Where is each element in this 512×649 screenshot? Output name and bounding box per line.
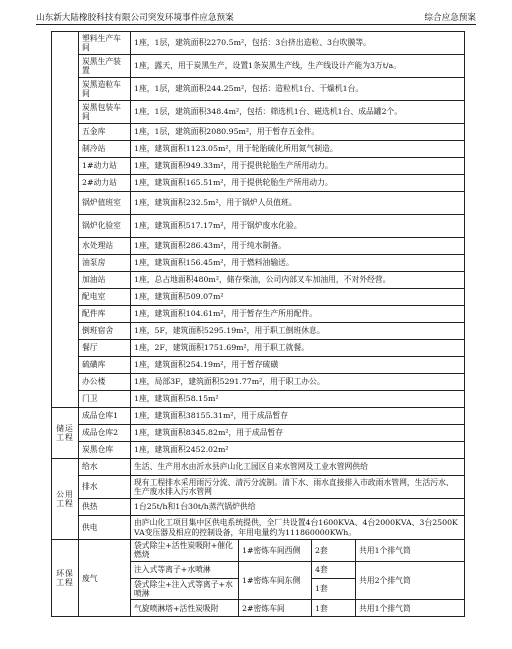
- table-row: [52, 215, 465, 238]
- item-desc-cell: 1座，建筑面积232.5m²，用于锅炉人员值班。: [131, 192, 465, 215]
- item-name-cell: 成品仓库2: [79, 425, 131, 442]
- item-name-cell: 2#动力站: [79, 175, 131, 192]
- env-outlet-cell: 共用2个排气筒: [356, 561, 465, 600]
- item-desc-cell: 1座，建筑面积8345.82m²，用于成品暂存: [131, 425, 465, 442]
- env-measure-cell: 气旋喷淋塔+活性炭吸附: [131, 600, 239, 617]
- item-name-cell: 塑料生产车间: [79, 32, 131, 55]
- item-desc-cell: 由庐山化工项目集中区供电系统提供，全厂共设置4台1600KVA、4台2000KVA、3台2500KVA变压器及相应的控制设备，年用电量约为111860000KWh。: [131, 516, 465, 540]
- item-name-cell: 炭黑生产装置: [79, 55, 131, 78]
- category-cell: [52, 32, 79, 408]
- item-name-cell: 给水: [79, 459, 131, 476]
- table-row: [52, 272, 465, 289]
- item-name-cell: 办公楼: [79, 374, 131, 391]
- env-location-cell: 1#密炼车间东侧: [239, 561, 312, 600]
- env-item-cell: 废气: [79, 540, 131, 617]
- engineering-composition-table: [51, 31, 465, 617]
- header-rule: [36, 24, 476, 25]
- table-row: [52, 78, 465, 101]
- item-desc-cell: 1台25t/h和1台30t/h蒸汽锅炉供给: [131, 499, 465, 516]
- category-cell: 储运工程: [52, 408, 79, 459]
- table-row: [52, 357, 465, 374]
- env-measure-cell: 袋式除尘+活性炭吸附+催化燃烧: [131, 540, 239, 562]
- table-row: [52, 101, 465, 124]
- table-row: [52, 32, 465, 55]
- item-name-cell: 倒班宿舍: [79, 323, 131, 340]
- item-name-cell: 制冷站: [79, 141, 131, 158]
- table-row: [52, 476, 465, 499]
- item-desc-cell: 1座，建筑面积286.43m²，用于纯水制备。: [131, 238, 465, 255]
- item-name-cell: 油泵房: [79, 255, 131, 272]
- item-name-cell: 配件库: [79, 306, 131, 323]
- item-name-cell: 配电室: [79, 289, 131, 306]
- item-desc-cell: 1座，建筑面积1123.05m²，用于轮胎硫化所用氮气制造。: [131, 141, 465, 158]
- table-row: [52, 459, 465, 476]
- item-name-cell: 五金库: [79, 124, 131, 141]
- header-section-title: 综合应急预案: [424, 13, 476, 23]
- item-desc-cell: 1座，建筑面积156.45m²，用于燃料油输送。: [131, 255, 465, 272]
- item-desc-cell: 1座，5F，建筑面积5295.19m²，用于职工倒班休息。: [131, 323, 465, 340]
- item-desc-cell: 1座，建筑面积104.61m²，用于暂存生产所用配件。: [131, 306, 465, 323]
- env-location-cell: 2#密炼车间: [239, 600, 312, 617]
- table-row: [52, 124, 465, 141]
- item-name-cell: 水处理站: [79, 238, 131, 255]
- item-name-cell: 门卫: [79, 391, 131, 408]
- item-desc-cell: 1座，建筑面积58.15m²: [131, 391, 465, 408]
- table-row: [52, 158, 465, 175]
- item-desc-cell: 1座，2F，建筑面积1751.69m²，用于职工就餐。: [131, 340, 465, 357]
- table-row: [52, 141, 465, 158]
- item-desc-cell: 1座，局部3F，建筑面积5291.77m²，用于职工办公。: [131, 374, 465, 391]
- table-row: [52, 499, 465, 516]
- item-name-cell: 排水: [79, 476, 131, 499]
- table-row: [52, 408, 465, 425]
- env-location-cell: 1#密炼车间西侧: [239, 540, 312, 562]
- item-desc-cell: 现有工程排水采用雨污分流、清污分流制。清下水、雨水直接排入市政雨水管网，生活污水、生产废水排入污水管网: [131, 476, 465, 499]
- env-measure-cell: 注入式等离子+水喷淋: [131, 561, 239, 578]
- item-name-cell: 供热: [79, 499, 131, 516]
- header-company-title: 山东新大陆橡胶科技有限公司突发环境事件应急预案: [36, 13, 234, 23]
- category-cell: 公用工程: [52, 459, 79, 540]
- table-row: [52, 323, 465, 340]
- item-desc-cell: 1座，露天，用于炭黑生产，设置1条炭黑生产线，生产线设计产能为3万t/a。: [131, 55, 465, 78]
- env-outlet-cell: 共用1个排气筒: [356, 600, 465, 617]
- item-desc-cell: 1座，建筑面积165.51m²，用于提供轮胎生产所用动力。: [131, 175, 465, 192]
- item-desc-cell: 1座，建筑面积2452.02m²: [131, 442, 465, 459]
- item-name-cell: 餐厅: [79, 340, 131, 357]
- table-row: [52, 55, 465, 78]
- item-desc-cell: 1座，1层，建筑面积2270.5m²，包括：3台挤出造粒、3台吹膜等。: [131, 32, 465, 55]
- table-row: [52, 238, 465, 255]
- item-name-cell: 硫磺库: [79, 357, 131, 374]
- page-header: [36, 9, 476, 23]
- table-row: [52, 340, 465, 357]
- item-name-cell: 加油站: [79, 272, 131, 289]
- env-count-cell: 2套: [312, 540, 356, 562]
- table-row: [52, 255, 465, 272]
- category-cell: 环保工程: [52, 540, 79, 617]
- item-desc-cell: 1座，建筑面积517.17m²，用于锅炉废水化验。: [131, 215, 465, 238]
- env-count-cell: 1套: [312, 600, 356, 617]
- env-measure-cell: 袋式除尘+注入式等离子+水喷淋: [131, 578, 239, 600]
- table-row: [52, 425, 465, 442]
- table-row: [52, 306, 465, 323]
- item-name-cell: 炭黑包装车间: [79, 101, 131, 124]
- env-count-cell: 4套: [312, 561, 356, 578]
- table-row: [52, 175, 465, 192]
- table-row: [52, 192, 465, 215]
- table-row: [52, 540, 465, 562]
- table-row: [52, 442, 465, 459]
- item-desc-cell: 1座，建筑面积38155.31m²，用于成品暂存: [131, 408, 465, 425]
- env-count-cell: 1套: [312, 578, 356, 600]
- item-name-cell: 炭黑仓库: [79, 442, 131, 459]
- item-name-cell: 锅炉化验室: [79, 215, 131, 238]
- item-desc-cell: 1座，1层，建筑面积2080.95m²，用于暂存五金件。: [131, 124, 465, 141]
- item-desc-cell: 1座，1层，建筑面积244.25m²，包括：造粒机1台、干燥机1台。: [131, 78, 465, 101]
- item-name-cell: 炭黑造粒车间: [79, 78, 131, 101]
- table-row: [52, 516, 465, 540]
- item-name-cell: 供电: [79, 516, 131, 540]
- item-desc-cell: 1座，建筑面积254.19m²，用于暂存硫磺: [131, 357, 465, 374]
- item-name-cell: 1#动力站: [79, 158, 131, 175]
- item-desc-cell: 1座，1层，建筑面积348.4m²，包括：筛选机1台、磁选机1台、成品罐2个。: [131, 101, 465, 124]
- item-name-cell: 成品仓库1: [79, 408, 131, 425]
- item-name-cell: 锅炉值班室: [79, 192, 131, 215]
- item-desc-cell: 1座，总占地面积480m²，储存柴油，公司内部叉车加油用，不对外经营。: [131, 272, 465, 289]
- table-row: [52, 391, 465, 408]
- table-row: [52, 374, 465, 391]
- item-desc-cell: 生活、生产用水由沂水县庐山化工园区自来水管网及工业水管网供给: [131, 459, 465, 476]
- table-row: [52, 289, 465, 306]
- item-desc-cell: 1座，建筑面积949.33m²，用于提供轮胎生产所用动力。: [131, 158, 465, 175]
- item-desc-cell: 1座，建筑面积509.07m²: [131, 289, 465, 306]
- env-outlet-cell: 共用1个排气筒: [356, 540, 465, 562]
